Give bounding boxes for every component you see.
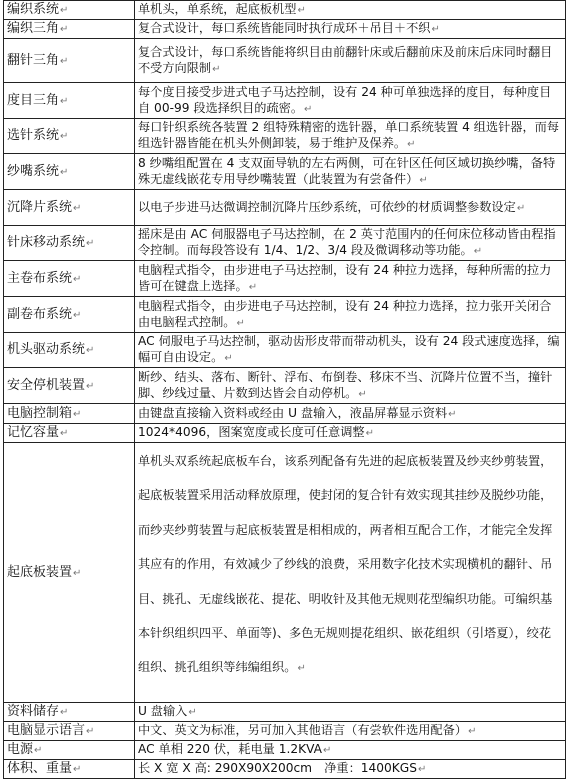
row-value: 断纱、结头、落布、断针、浮布、布倒卷、移床不当、沉降片位置不当，撞针脚、纱线过量、片数到达皆会自动停机。↵ — [135, 368, 566, 404]
table-row — [4, 722, 566, 741]
table-row — [4, 443, 566, 703]
row-label: 电源↵ — [4, 741, 135, 760]
table-row — [4, 333, 566, 368]
row-value: 单机头，单系统，起底板机型↵ — [135, 1, 566, 20]
row-value: 1024*4096，图案宽度或长度可任意调整↵ — [135, 424, 566, 443]
row-label: 度目三角↵ — [4, 83, 135, 119]
table-row — [4, 703, 566, 722]
row-value: AC 伺服电子马达控制，驱动齿形皮带而带动机头，设有 24 段式速度选择，编幅可自由设定。↵ — [135, 333, 566, 368]
row-label: 沉降片系统↵ — [4, 190, 135, 226]
table-row — [4, 39, 566, 83]
row-value: AC 单相 220 伏，耗电量 1.2KVA↵ — [135, 741, 566, 760]
row-value: 8 纱嘴组配置在 4 支双面导轨的左右两侧，可在针区任何区域切换纱嘴，备特殊无虚线嵌花专用导纱嘴装置（此装置为有尝备件）↵ — [135, 154, 566, 190]
table-row — [4, 154, 566, 190]
row-label: 主卷布系统↵ — [4, 261, 135, 297]
row-value: 中文、英文为标准，另可加入其他语言（有尝软件选用配备）↵ — [135, 722, 566, 741]
row-label: 纱嘴系统↵ — [4, 154, 135, 190]
row-value: 复合式设计，每口系统皆能同时执行成环＋吊目＋不织↵ — [135, 20, 566, 39]
table-row — [4, 190, 566, 226]
row-value: 复合式设计，每口系统皆能将织目由前翻针床或后翻前床及前床后床同时翻目不受方向限制↵ — [135, 39, 566, 83]
row-label: 编织三角↵ — [4, 20, 135, 39]
row-value: 长 X 宽 X 高: 290X90X200cm 净重：1400KGS↵ — [135, 760, 566, 779]
table-row — [4, 760, 566, 779]
table-row — [4, 1, 566, 20]
row-value: 单机头双系统起底板车台，该系列配备有先进的起底板装置及纱夹纱剪装置，起底板装置采用活动释放原理，使封闭的复合针有效实现其挂纱及脱纱功能，而纱夹纱剪装置与起底板装置是相相成的，两者相互配合工作，才能完全发挥其应有的作用，有效减少了纱线的浪费，采用数字化技术实现横机的翻针、吊目、挑孔、无虚线嵌花、提花、明收针及其他无规则花型编织功能。可编织基本针织组织四平、单面等)、多色无规则提花组织、嵌花组织（引塔夏），绞花组织、挑孔组织等纬编组织。↵ — [135, 443, 566, 703]
table-row — [4, 261, 566, 297]
row-label: 选针系统↵ — [4, 119, 135, 154]
table-row — [4, 297, 566, 333]
row-label: 记忆容量↵ — [4, 424, 135, 443]
table-row — [4, 741, 566, 760]
spec-table — [3, 0, 566, 779]
row-label: 电脑显示语言↵ — [4, 722, 135, 741]
row-label: 安全停机装置↵ — [4, 368, 135, 404]
table-row — [4, 424, 566, 443]
row-label: 体积、重量↵ — [4, 760, 135, 779]
row-value: 以电子步进马达微调控制沉降片压纱系统，可依纱的材质调整参数设定↵ — [135, 190, 566, 226]
table-row — [4, 20, 566, 39]
table-row — [4, 368, 566, 404]
row-value: U 盘输入↵ — [135, 703, 566, 722]
row-value: 每口针织系统各装置 2 组特殊精密的选针器，单口系统装置 4 组选针器，而每组选针器皆能在机头外侧卸装，易于维护及保养。↵ — [135, 119, 566, 154]
row-label: 针床移动系统↵ — [4, 226, 135, 261]
row-value: 电脑程式指令，由步进电子马达控制，设有 24 种拉力选择，每种所需的拉力皆可在键盘上选择。↵ — [135, 261, 566, 297]
row-label: 电脑控制箱↵ — [4, 404, 135, 424]
row-label: 机头驱动系统↵ — [4, 333, 135, 368]
row-label: 资料储存↵ — [4, 703, 135, 722]
table-row — [4, 119, 566, 154]
row-value: 每个度目接受步进式电子马达控制，设有 24 种可单独选择的度目，每种度目自 00-99 段选择织目的疏密。↵ — [135, 83, 566, 119]
row-label: 副卷布系统↵ — [4, 297, 135, 333]
row-label: 翻针三角↵ — [4, 39, 135, 83]
table-row — [4, 83, 566, 119]
row-label: 编织系统↵ — [4, 1, 135, 20]
table-row — [4, 226, 566, 261]
table-row — [4, 404, 566, 424]
row-label: 起底板装置↵ — [4, 443, 135, 703]
row-value: 电脑程式指令，由步进电子马达控制，设有 24 种拉力选择，拉力张开关闭合由电脑程式控制。↵ — [135, 297, 566, 333]
row-value: 由键盘直接输入资料或经由 U 盘输入，液晶屏幕显示资料↵ — [135, 404, 566, 424]
row-value: 摇床是由 AC 伺服器电子马达控制，在 2 英寸范围内的任何床位移动皆由程指令控制。而每段答设有 1/4、1/2、3/4 段及微调移动等功能。↵ — [135, 226, 566, 261]
